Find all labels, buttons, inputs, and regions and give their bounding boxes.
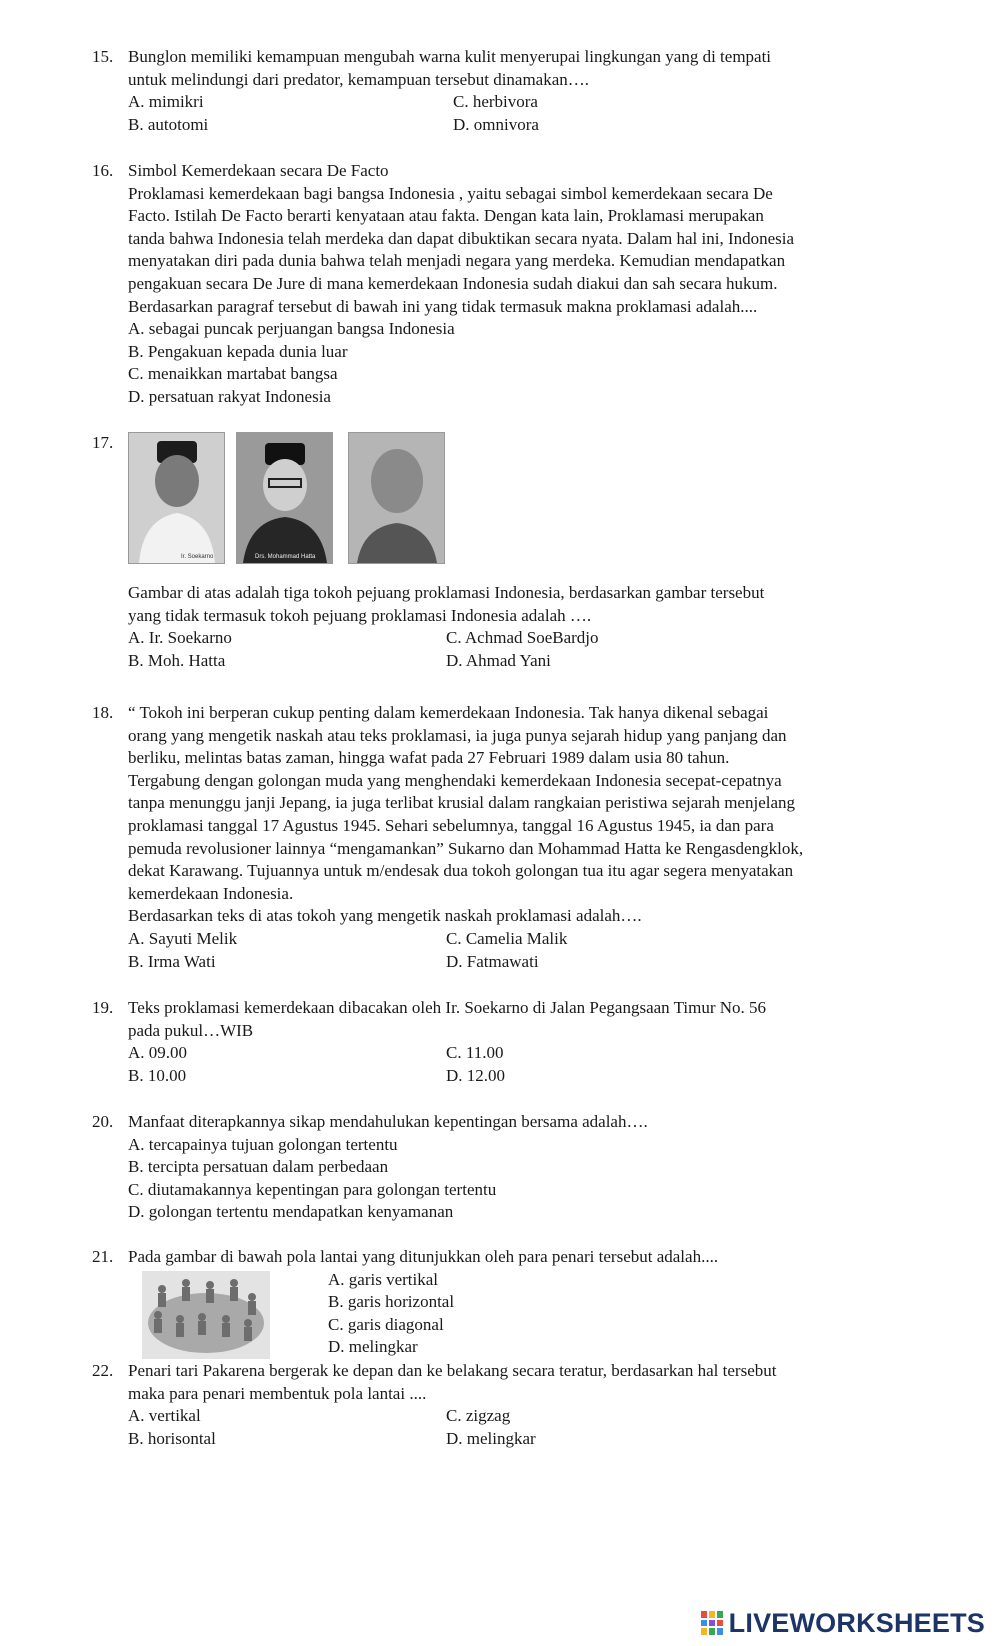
question-text: proklamasi tanggal 17 Agustus 1945. Sehari sebelumnya, tanggal 16 Agustus 1945, ia dan para <box>128 815 774 835</box>
option-b[interactable]: B. autotomi <box>128 114 209 134</box>
option-a[interactable]: A. Ir. Soekarno <box>128 628 232 648</box>
question-number: 18. <box>92 703 114 722</box>
question-text: Bunglon memiliki kemampuan mengubah warna kulit menyerupai lingkungan yang di tempati <box>128 47 772 66</box>
option-c[interactable]: C. herbivora <box>453 92 538 112</box>
answer-options <box>328 1269 454 1359</box>
option-c[interactable]: C. garis diagonal <box>328 1314 444 1334</box>
question-18 <box>92 702 922 973</box>
option-b[interactable]: B. Moh. Hatta <box>128 650 226 670</box>
question-text: Facto. Istilah De Facto berarti kenyataan atau fakta. Dengan kata lain, Proklamasi merupakan <box>128 206 764 226</box>
question-number: 16. <box>92 161 114 180</box>
option-a[interactable]: A. 09.00 <box>128 1043 188 1063</box>
portrait-photo-hatta <box>236 432 333 564</box>
question-text: Penari tari Pakarena bergerak ke depan dan ke belakang secara teratur, berdasarkan hal tersebut <box>128 1361 777 1380</box>
question-number: 22. <box>92 1361 114 1380</box>
question-number: 17. <box>92 433 114 452</box>
option-d[interactable]: D. golongan tertentu mendapatkan kenyamanan <box>128 1202 454 1222</box>
option-b[interactable]: B. garis horizontal <box>328 1292 455 1312</box>
question-text: Manfaat diterapkannya sikap mendahulukan kepentingan bersama adalah…. <box>128 1112 648 1131</box>
option-d[interactable]: D. Ahmad Yani <box>446 650 551 670</box>
question-16 <box>92 160 922 409</box>
question-text: orang yang mengetik naskah atau teks proklamasi, ia juga punya sejarah hidup yang panjang dan <box>128 725 787 745</box>
question-text: tanpa menunggu janji Jepang, ia juga terlibat krusial dalam rangkaian peristiwa sejarah menjelang <box>128 793 796 813</box>
photo-caption: Ir. Soekarno <box>181 554 214 560</box>
option-c[interactable]: C. zigzag <box>446 1406 511 1426</box>
option-c[interactable]: C. menaikkan martabat bangsa <box>128 364 338 384</box>
option-a[interactable]: A. garis vertikal <box>328 1269 438 1289</box>
option-a[interactable]: A. sebagai puncak perjuangan bangsa Indonesia <box>128 319 455 339</box>
question-number: 15. <box>92 47 114 66</box>
option-d[interactable]: D. melingkar <box>328 1337 418 1357</box>
question-19 <box>92 997 922 1087</box>
photo-caption: Drs. Mohammad Hatta <box>255 554 316 560</box>
question-text: kemerdekaan Indonesia. <box>128 883 294 903</box>
option-c[interactable]: C. Camelia Malik <box>446 928 568 948</box>
question-17 <box>92 432 922 672</box>
question-text: Tergabung dengan golongan muda yang menghendaki kemerdekaan Indonesia secepat-cepatnya <box>128 770 782 790</box>
question-text: pengakuan secara De Jure di mana kemerdekaan Indonesia sudah diakui dan sah secara hukum. <box>128 273 778 293</box>
question-text: Berdasarkan paragraf tersebut di bawah ini yang tidak termasuk makna proklamasi adalah.... <box>128 296 758 316</box>
logo-grid-icon <box>701 1611 723 1635</box>
question-text: pada pukul…WIB <box>128 1020 254 1040</box>
option-d[interactable]: D. omnivora <box>453 114 539 134</box>
option-a[interactable]: A. vertikal <box>128 1406 201 1426</box>
option-d[interactable]: D. melingkar <box>446 1428 536 1448</box>
question-number: 19. <box>92 998 114 1017</box>
question-text: dekat Karawang. Tujuannya untuk m/endesak dua tokoh golongan tua itu agar segera menyatakan <box>128 861 794 881</box>
question-text: Berdasarkan teks di atas tokoh yang mengetik naskah proklamasi adalah…. <box>128 906 642 926</box>
option-b[interactable]: B. horisontal <box>128 1428 216 1448</box>
portrait-photos <box>128 432 922 582</box>
question-22 <box>92 1360 922 1450</box>
liveworksheets-logo[interactable] <box>701 1608 985 1638</box>
question-text: pemuda revolusioner lainnya “mengamankan” Sukarno dan Mohammad Hatta ke Rengasdengklok, <box>128 838 804 858</box>
logo-text: LIVEWORKSHEETS <box>728 1607 985 1638</box>
question-text: “ Tokoh ini berperan cukup penting dalam kemerdekaan Indonesia. Tak hanya dikenal sebagai <box>128 703 769 722</box>
question-title: Simbol Kemerdekaan secara De Facto <box>128 161 389 180</box>
option-c[interactable]: C. Achmad SoeBardjo <box>446 628 599 648</box>
portrait-photo-third <box>348 432 445 564</box>
question-20 <box>92 1111 922 1224</box>
question-text: Teks proklamasi kemerdekaan dibacakan oleh Ir. Soekarno di Jalan Pegangsaan Timur No. 56 <box>128 998 767 1017</box>
answer-options <box>128 627 922 672</box>
question-text: Pada gambar di bawah pola lantai yang ditunjukkan oleh para penari tersebut adalah.... <box>128 1247 719 1266</box>
option-b[interactable]: B. 10.00 <box>128 1065 187 1085</box>
portrait-photo-soekarno <box>128 432 225 564</box>
answer-options <box>128 928 922 973</box>
dancers-image <box>142 1271 270 1359</box>
question-text: untuk melindungi dari predator, kemampuan tersebut dinamakan…. <box>128 69 590 89</box>
question-text: maka para penari membentuk pola lantai .... <box>128 1383 427 1403</box>
option-b[interactable]: B. tercipta persatuan dalam perbedaan <box>128 1157 389 1177</box>
answer-options <box>128 1405 922 1450</box>
question-21 <box>92 1246 922 1361</box>
question-15 <box>92 46 922 136</box>
question-text: berliku, melintas batas zaman, hingga wafat pada 27 Februari 1989 dalam usia 80 tahun. <box>128 748 730 768</box>
option-d[interactable]: D. Fatmawati <box>446 951 539 971</box>
option-a[interactable]: A. Sayuti Melik <box>128 928 238 948</box>
option-d[interactable]: D. 12.00 <box>446 1065 506 1085</box>
question-number: 20. <box>92 1112 114 1131</box>
question-text: Gambar di atas adalah tiga tokoh pejuang proklamasi Indonesia, berdasarkan gambar tersebut <box>128 583 765 602</box>
answer-options <box>128 91 922 136</box>
answer-options <box>128 1042 922 1087</box>
question-text: yang tidak termasuk tokoh pejuang proklamasi Indonesia adalah …. <box>128 605 592 625</box>
question-text: Proklamasi kemerdekaan bagi bangsa Indonesia , yaitu sebagai simbol kemerdekaan secara De <box>128 183 773 203</box>
option-a[interactable]: A. mimikri <box>128 92 204 112</box>
option-d[interactable]: D. persatuan rakyat Indonesia <box>128 386 331 406</box>
option-a[interactable]: A. tercapainya tujuan golongan tertentu <box>128 1134 398 1154</box>
option-c[interactable]: C. diutamakannya kepentingan para golongan tertentu <box>128 1179 497 1199</box>
option-c[interactable]: C. 11.00 <box>446 1043 504 1063</box>
question-number: 21. <box>92 1247 114 1266</box>
question-text: menyatakan diri pada dunia bahwa telah menjadi negara yang merdeka. Kemudian mendapatkan <box>128 251 786 271</box>
option-b[interactable]: B. Irma Wati <box>128 951 216 971</box>
option-b[interactable]: B. Pengakuan kepada dunia luar <box>128 341 348 361</box>
question-text: tanda bahwa Indonesia telah merdeka dan dapat dibuktikan secara nyata. Dalam hal ini, Indonesia <box>128 228 795 248</box>
